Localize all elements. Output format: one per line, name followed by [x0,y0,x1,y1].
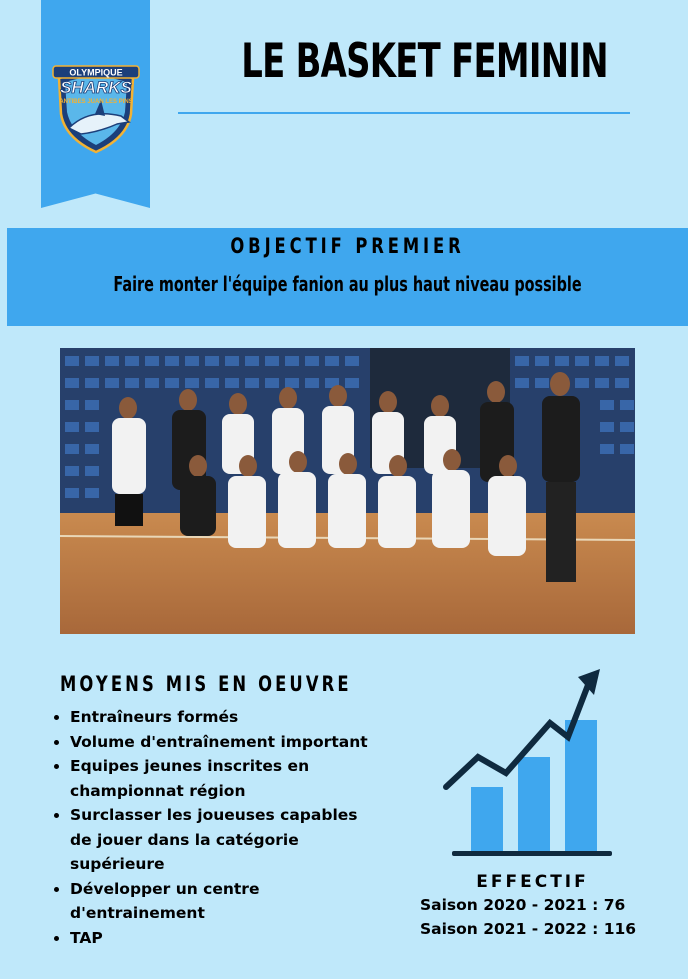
effectif-heading: EFFECTIF [476,872,589,892]
shark-shield-icon [51,62,141,154]
chart-bar [471,787,503,853]
season-count: Saison 2020 - 2021 : 76 [420,896,626,914]
objective-text: Faire monter l'équipe fanion au plus haut niveau possible [113,272,582,296]
means-list [48,705,370,950]
growth-chart-icon [438,665,618,860]
title-underline [178,112,630,114]
trend-arrowhead [578,669,600,695]
list-item: • TAP [70,926,370,951]
team-photo-icon [60,348,635,634]
chart-bar [518,757,550,853]
logo-top-text: OLYMPIQUE [69,67,123,78]
chart-baseline [452,851,612,856]
objective-banner [7,228,688,326]
list-item: • Surclasser les joueuses capables de jouer dans la catégorie supérieure [70,803,370,877]
list-item: • Volume d'entraînement important [70,730,370,755]
logo-subtitle: ANTIBES JUAN LES PINS [59,99,133,105]
logo-name: SHARKS [60,78,132,97]
means-heading: MOYENS MIS EN OEUVRE [60,672,352,696]
season-count: Saison 2021 - 2022 : 116 [420,920,637,938]
page-title: LE BASKET FEMININ [241,34,608,89]
list-item: • Equipes jeunes inscrites en championnat région [70,754,370,803]
list-item: • Développer un centre d'entrainement [70,877,370,926]
objective-heading: OBJECTIF PREMIER [230,234,465,258]
list-item: • Entraîneurs formés [70,705,370,730]
